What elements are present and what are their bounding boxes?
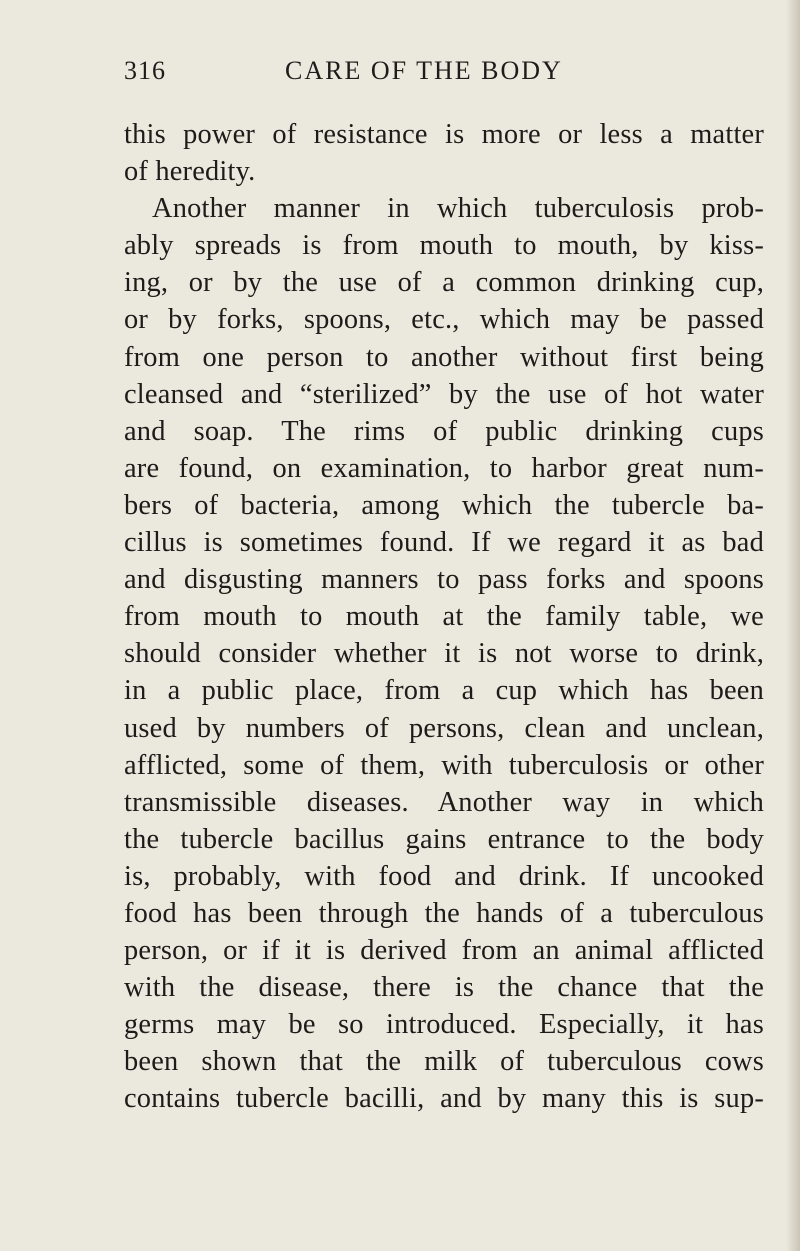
page-edge-shadow	[786, 0, 800, 1251]
text-line: ing, or by the use of a common drinking cup,	[124, 267, 764, 299]
text-line: and disgusting manners to pass forks and spoons	[124, 564, 764, 596]
text-line: should consider whether it is not worse to drink,	[124, 638, 764, 670]
text-line: are found, on examination, to harbor great num-	[124, 452, 764, 484]
text-line: cleansed and “sterilized” by the use of hot water	[124, 378, 764, 410]
body-text	[124, 116, 764, 1118]
text-line: this power of resistance is more or less a matter	[124, 119, 764, 150]
text-line: from mouth to mouth at the family table, we	[124, 601, 764, 633]
text-line: afflicted, some of them, with tuberculosis or other	[124, 749, 764, 781]
running-title: CARE OF THE BODY	[285, 56, 563, 85]
text-line: the tubercle bacillus gains entrance to the body	[124, 823, 764, 855]
text-line: of heredity.	[124, 156, 256, 188]
text-line: Another manner in which tuberculosis prob-	[152, 193, 764, 225]
text-line: person, or if it is derived from an animal afflicted	[124, 935, 764, 967]
text-line: transmissible diseases. Another way in which	[124, 786, 764, 818]
text-line: and soap. The rims of public drinking cups	[124, 415, 764, 447]
text-line: been shown that the milk of tuberculous cows	[124, 1046, 764, 1078]
text-line: germs may be so introduced. Especially, it has	[124, 1009, 764, 1041]
running-head	[124, 56, 764, 96]
text-line: is, probably, with food and drink. If uncooked	[124, 860, 764, 892]
page-number: 316	[124, 56, 166, 85]
text-line: from one person to another without first being	[124, 341, 764, 373]
text-line: cillus is sometimes found. If we regard it as bad	[124, 527, 764, 559]
text-line: contains tubercle bacilli, and by many this is sup-	[124, 1083, 764, 1115]
text-line: in a public place, from a cup which has been	[124, 675, 764, 707]
text-line: used by numbers of persons, clean and unclean,	[124, 712, 764, 744]
text-line: or by forks, spoons, etc., which may be passed	[124, 304, 764, 336]
text-line: ably spreads is from mouth to mouth, by kiss-	[124, 230, 764, 262]
text-line: with the disease, there is the chance that the	[124, 972, 764, 1004]
text-line: bers of bacteria, among which the tubercle ba-	[124, 489, 764, 521]
text-line: food has been through the hands of a tuberculous	[124, 897, 764, 929]
